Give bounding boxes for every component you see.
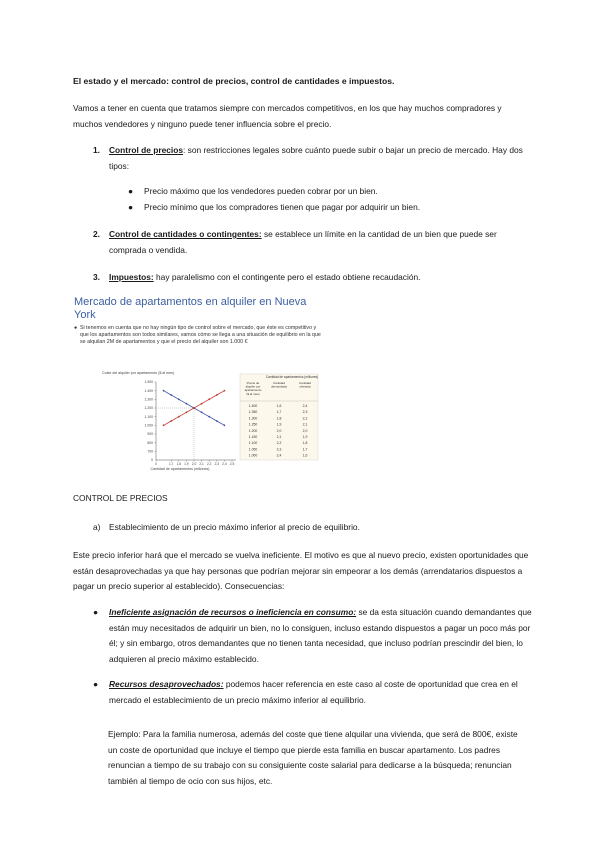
item-text <box>109 270 533 286</box>
item-label: a) <box>93 522 101 532</box>
consequence-description: podemos hacer referencia en este caso al coste de oportunidad que crea en el mercado el establecimiento de un precio máximo inferior al equilibrio. <box>109 679 518 705</box>
demand-point <box>208 416 210 418</box>
table-header: ($ al mes) <box>246 391 260 396</box>
supply-point <box>201 403 203 405</box>
section-title-control-de-precios: CONTROL DE PRECIOS <box>73 493 168 503</box>
table-cell: 1.050 <box>248 447 258 452</box>
y-tick-label: 1.100 <box>144 414 153 419</box>
table-header: ofertada <box>299 384 311 389</box>
x-tick-label: 2,4 <box>222 462 227 466</box>
table-cell: 1,6 <box>276 404 282 408</box>
item-number: 3. <box>93 272 100 282</box>
supply-point <box>224 390 226 392</box>
supply-point <box>170 420 172 422</box>
table-cell: 1,7 <box>276 410 282 415</box>
y-tick-label: 800 <box>147 440 153 445</box>
x-tick-label: 2,3 <box>214 462 220 466</box>
demand-point <box>186 403 188 405</box>
item-text <box>109 143 533 174</box>
table-header: Precio de <box>246 381 260 385</box>
table-cell: 1,8 <box>276 416 282 421</box>
x-tick-label: 1,8 <box>176 462 182 466</box>
table-header: demandada <box>271 384 287 389</box>
chart-axes <box>156 382 236 460</box>
supply-point <box>216 394 218 396</box>
y-tick-label: 1.000 <box>144 423 153 428</box>
item-term: Impuestos: <box>109 272 154 282</box>
consequence-text <box>109 677 533 708</box>
table-cell: 2,4 <box>302 404 308 408</box>
consequence-description: se da esta situación cuando demandantes que están muy necesitados de adquirir un bien, no lo consiguen, incluso estando dispuestos a pagar un poco más por él; y sin embargo, otros demandantes que no tienen tanta necesidad, que incluso podrían prescindir del bien, lo adquieren al precio máximo establecido. <box>109 607 532 664</box>
y-tick-label: 1.300 <box>144 397 153 402</box>
table-cell: 1,9 <box>302 435 308 439</box>
y-tick-label: 900 <box>147 432 153 437</box>
table-cell: 2,0 <box>276 428 282 433</box>
x-tick-label: 2,1 <box>199 462 204 466</box>
x-tick-label: 1,7 <box>168 462 174 466</box>
bullet-icon: ● <box>128 186 134 196</box>
intro-paragraph: Vamos a tener en cuenta que tratamos siempre con mercados competitivos, en los que hay muchos compradores y muchos vendedores y ninguno puede tener influencia sobre el precio. <box>73 103 502 129</box>
table-header: Cantidad <box>272 381 286 385</box>
table-cell: 1,9 <box>276 422 282 427</box>
figure-title: Mercado de apartamentos en alquiler en Nueva York <box>74 296 307 321</box>
sub-bullet-text: Precio mínimo que los compradores tienen que pagar por adquirir un bien. <box>144 202 421 212</box>
table-cell: 2,1 <box>276 435 282 439</box>
table-cell: 1,8 <box>302 441 308 446</box>
table-cell: 2,2 <box>302 416 308 421</box>
bullet-icon: ● <box>128 202 134 212</box>
sub-bullet-text: Precio máximo que los vendedores pueden cobrar por un bien. <box>144 186 378 196</box>
figure-bullet-icon: ● <box>74 325 78 331</box>
demand-point <box>201 411 203 413</box>
table-cell: 2,0 <box>302 428 308 433</box>
table-super-header: Cantidad de apartamentos (millones) <box>265 375 319 379</box>
demand-point <box>224 424 226 426</box>
x-axis-label: Cantidad de apartamentos (millones) <box>150 467 210 471</box>
table-header: alquiler por <box>245 384 261 389</box>
figure-bullet-text: Si tenemos en cuenta que no hay ningún tipo de control sobre el mercado, que éste es competitivo y que los apartamentos son todos similares, vamos cómo se llega a una situación de equilibrio en la que se alquilan 2M de apartamentos y que el precio del alquiler son 1.000 € <box>80 325 321 346</box>
table-cell: 1,6 <box>302 453 308 458</box>
bullet-icon: ● <box>93 679 99 689</box>
table-cell: 1.400 <box>248 404 258 408</box>
supply-demand-chart <box>72 368 325 472</box>
table-cell: 2,2 <box>276 441 282 446</box>
demand-point <box>170 394 172 396</box>
item-number: 1. <box>93 145 100 155</box>
demand-point <box>163 390 165 392</box>
item-description: se establece un límite en la cantidad de un bien que puede ser comprada o vendida. <box>109 229 497 255</box>
schedule-table <box>240 374 318 460</box>
y-tick-label: 700 <box>147 449 153 454</box>
table-cell: 1,7 <box>302 447 308 452</box>
y-tick-label: 1.200 <box>144 406 153 411</box>
demand-point <box>216 420 218 422</box>
y-tick-label: 1.500 <box>144 380 153 385</box>
table-header: Cantidad <box>298 381 312 385</box>
table-cell: 1.100 <box>248 441 258 446</box>
supply-point <box>186 411 188 413</box>
table-cell: 1.300 <box>248 416 258 421</box>
x-tick-label: 0 <box>155 462 157 466</box>
item-term: Control de cantidades o contingentes: <box>109 229 262 239</box>
consequence-text <box>109 605 533 667</box>
x-tick-label: 2,0 <box>191 462 197 466</box>
item-text: Establecimiento de un precio máximo inferior al precio de equilibrio. <box>109 522 360 532</box>
supply-point <box>163 424 165 426</box>
document-heading: El estado y el mercado: control de precios, control de cantidades e impuestos. <box>73 76 395 86</box>
x-tick-label: 1,9 <box>184 462 189 466</box>
table-cell: 1.350 <box>248 410 258 415</box>
y-tick-label: 0 <box>151 458 153 463</box>
table-cell: 2,3 <box>276 447 282 452</box>
item-term: Control de precios <box>109 145 183 155</box>
supply-point <box>208 398 210 400</box>
y-axis-label: Coste del alquiler por apartamento ($ al mes) <box>102 371 175 375</box>
consequence-term: Ineficiente asignación de recursos o ineficiencia en consumo: <box>109 607 357 617</box>
supply-point <box>178 416 180 418</box>
bullet-icon: ● <box>93 607 99 617</box>
table-cell: 1.150 <box>248 435 258 439</box>
table-cell: 2,3 <box>302 410 308 415</box>
table-cell: 1.200 <box>248 428 258 433</box>
x-tick-labels <box>155 460 234 466</box>
item-text <box>109 227 533 258</box>
item-description: : son restricciones legales sobre cuánto puede subir o bajar un precio de mercado. Hay dos tipos: <box>109 145 523 171</box>
y-tick-labels <box>145 380 157 462</box>
table-cell: 2,4 <box>276 453 282 458</box>
section-paragraph: Este precio inferior hará que el mercado se vuelva ineficiente. El motivo es que al nuevo precio, existen oportunidades que están desaprovechadas ya que hay personas que podrían mejorar sin empeorar a los demás (arrendatarios dispuestos a pagar un precio superior al establecido). Consecuencias: <box>73 550 529 591</box>
table-cell: 1.000 <box>248 453 258 458</box>
table-header: apartamento <box>244 388 262 393</box>
chart-series <box>156 390 225 460</box>
rental-market-figure <box>72 296 325 472</box>
x-tick-label: 2,2 <box>206 462 212 466</box>
supply-point <box>193 407 195 409</box>
demand-point <box>178 398 180 400</box>
y-tick-label: 1.400 <box>144 388 153 393</box>
table-cell: 2,1 <box>302 422 308 427</box>
item-number: 2. <box>93 229 100 239</box>
example-paragraph: Ejemplo: Para la familia numerosa, además del coste que tiene alquilar una vivienda, que será de 800€, existe un coste de oportunidad que incluye el tiempo que pierde esta familia en buscar apartamento. Los padres renuncian a tiempo de su trabajo con su consiguiente coste salarial para dedicarse a la búsqueda; renuncian también al tiempo de ocio con sus hijos, etc. <box>108 729 518 786</box>
x-tick-label: 2,5 <box>229 462 235 466</box>
item-description: hay paralelismo con el contingente pero el estado obtiene recaudación. <box>153 272 421 282</box>
consequence-term: Recursos desaprovechados: <box>109 679 224 689</box>
table-cell: 1.250 <box>248 422 258 427</box>
